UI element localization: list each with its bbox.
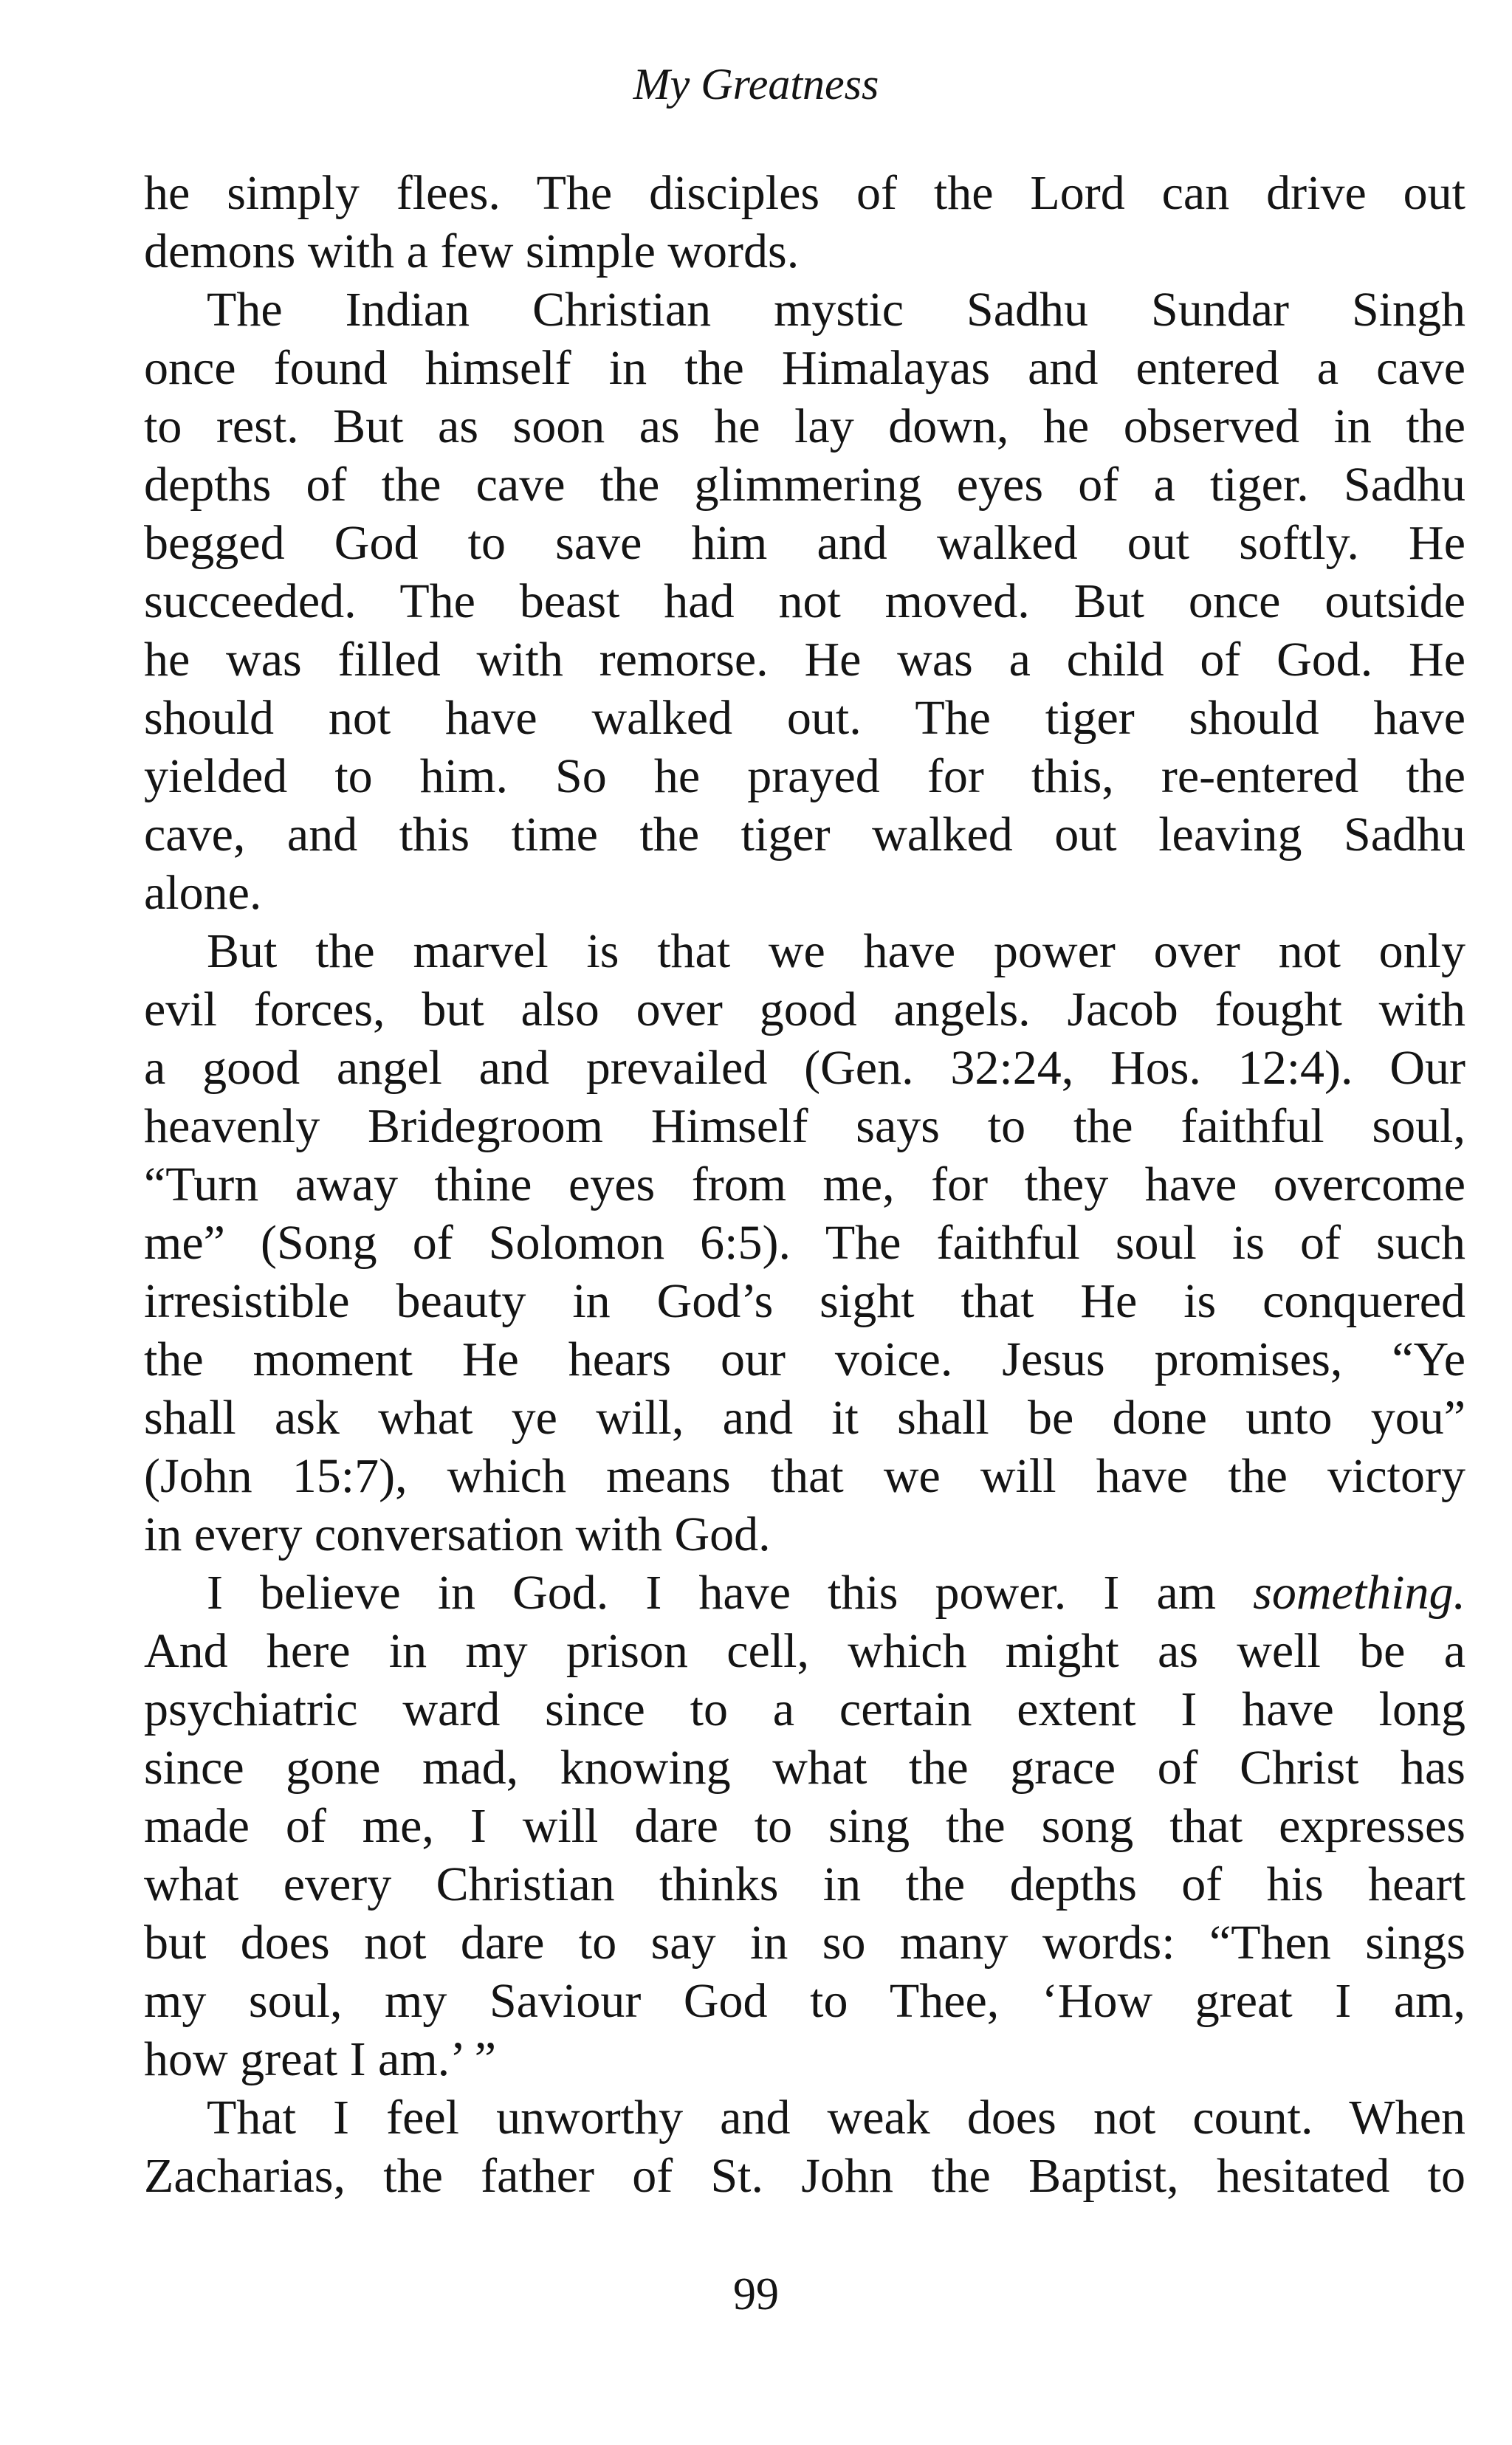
page-number: 99 [733, 2269, 779, 2320]
text-line: how great I am.’ ” [144, 2032, 497, 2086]
text-line: heavenly Bridegroom Himself says to the faithful soul, [144, 1099, 1465, 1153]
text-line: he was filled with remorse. He was a child of God. He [144, 633, 1465, 687]
text-line: Zacharias, the father of St. John the Baptist, hesitated to [144, 2149, 1465, 2203]
text-line: should not have walked out. The tiger should have [144, 691, 1465, 745]
paragraph [144, 281, 1465, 922]
text-line: depths of the cave the glimmering eyes of a tiger. Sadhu [144, 458, 1465, 512]
text-line: the moment He hears our voice. Jesus promises, “Ye [144, 1332, 1465, 1386]
text-line: in every conversation with God. [144, 1507, 771, 1561]
text-line: And here in my prison cell, which might as well be a [144, 1624, 1465, 1678]
text-line: my soul, my Saviour God to Thee, ‘How great I am, [144, 1974, 1465, 2028]
text-line: cave, and this time the tiger walked out leaving Sadhu [144, 808, 1465, 862]
running-head-title: My Greatness [633, 60, 879, 109]
text-line: shall ask what ye will, and it shall be done unto you” [144, 1391, 1465, 1445]
text-line: (John 15:7), which means that we will have the victory [144, 1449, 1465, 1503]
text-line: I believe in God. I have this power. I am something. [207, 1566, 1465, 1620]
text-line: irresistible beauty in God’s sight that He is conquered [144, 1274, 1465, 1328]
text-line: what every Christian thinks in the depths of his heart [144, 1857, 1465, 1911]
text-line: The Indian Christian mystic Sadhu Sundar Singh [207, 283, 1465, 337]
text-line: to rest. But as soon as he lay down, he observed in the [144, 399, 1465, 453]
text-line: once found himself in the Himalayas and entered a cave [144, 341, 1465, 395]
text-line: he simply flees. The disciples of the Lord can drive out [144, 166, 1465, 220]
text-line: “Turn away thine eyes from me, for they have overcome [144, 1158, 1465, 1211]
text-line: evil forces, but also over good angels. Jacob fought with [144, 983, 1465, 1036]
text-line: That I feel unworthy and weak does not count. When [207, 2091, 1465, 2145]
text-line: made of me, I will dare to sing the song that expresses [144, 1799, 1465, 1853]
text-line: alone. [144, 866, 262, 920]
text-line: since gone mad, knowing what the grace of Christ has [144, 1741, 1465, 1795]
paragraph [144, 164, 1465, 281]
body-text [144, 164, 1465, 2205]
text-line: psychiatric ward since to a certain extent I have long [144, 1682, 1465, 1736]
text-line: yielded to him. So he prayed for this, re-entered the [144, 749, 1465, 803]
emphasis: something. [1253, 1566, 1465, 1620]
text-line: me” (Song of Solomon 6:5). The faithful soul is of such [144, 1216, 1465, 1270]
text-line: begged God to save him and walked out softly. He [144, 516, 1465, 570]
text-line: a good angel and prevailed (Gen. 32:24, Hos. 12:4). Our [144, 1041, 1465, 1095]
text-line: But the marvel is that we have power over not only [207, 924, 1465, 978]
paragraph [144, 922, 1465, 1564]
paragraph [144, 2088, 1465, 2205]
text-line: demons with a few simple words. [144, 224, 800, 278]
paragraph [144, 1564, 1465, 2088]
text-line: succeeded. The beast had not moved. But once outside [144, 574, 1465, 628]
text-line: but does not dare to say in so many words: “Then sings [144, 1916, 1465, 1970]
